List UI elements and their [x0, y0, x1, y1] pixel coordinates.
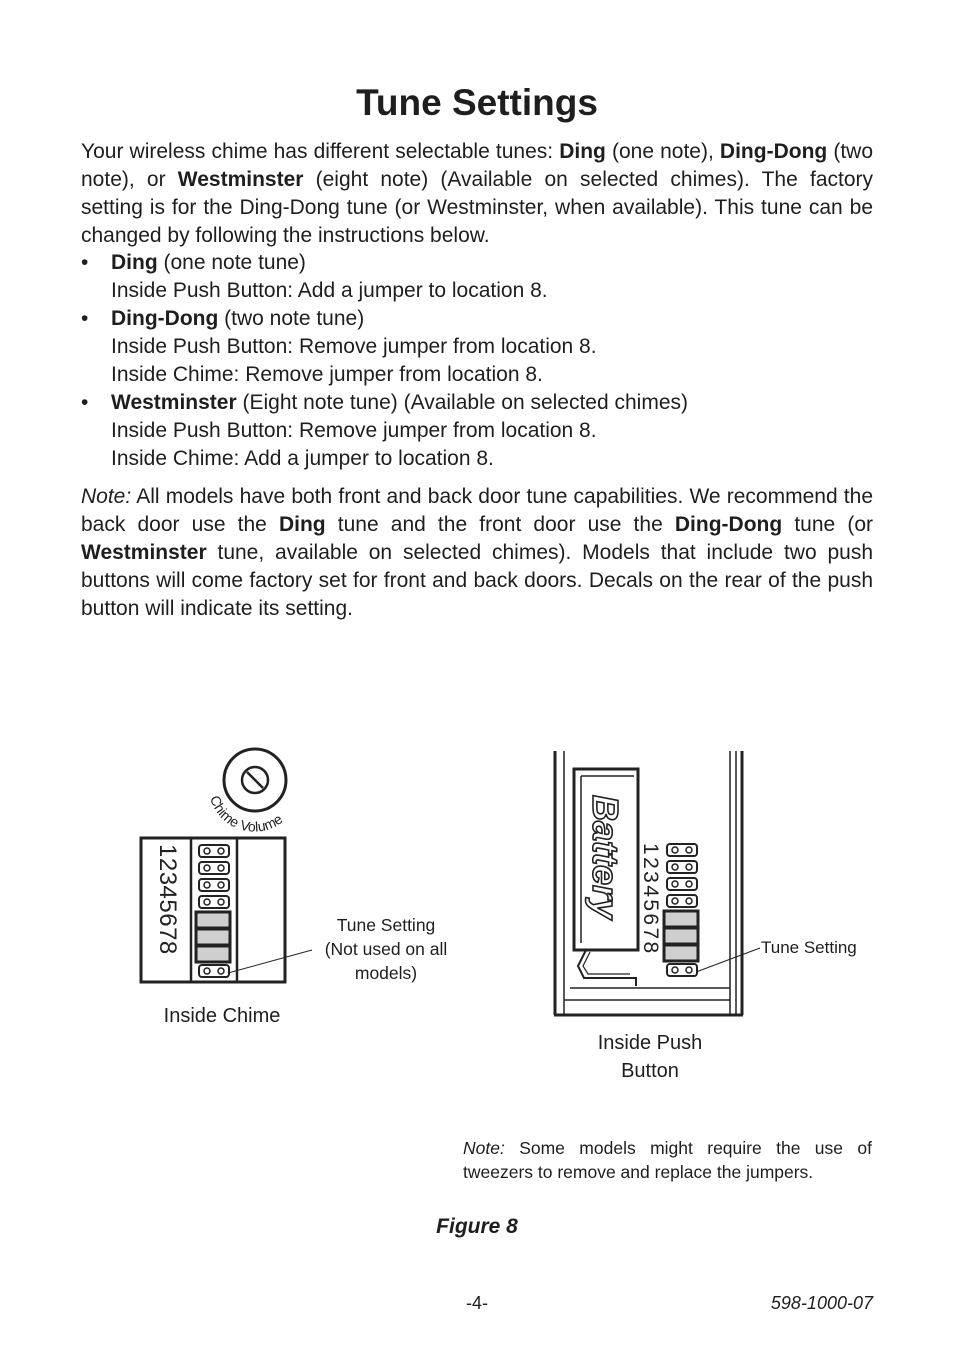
figure-caption: Figure 8 — [436, 1215, 518, 1238]
bullet-icon: • — [81, 251, 89, 274]
button-pin-1 — [667, 844, 697, 856]
chime-volume-label: Chime Volume — [206, 793, 286, 835]
tune-name: Ding-Dong — [111, 307, 219, 330]
button-pin-3 — [667, 878, 697, 890]
button-tune-setting-label: Tune Setting — [761, 938, 857, 957]
intro-text: (eight note) (Available on selected chimes). The factory setting is for the Ding-Dong tune (or Westminster, when available). This tune can be changed by following the instructions below. — [81, 168, 874, 247]
chime-pin-4 — [199, 896, 229, 908]
document-code: 598-1000-07 — [770, 1293, 873, 1313]
inside-chime-label: Inside Chime — [163, 1005, 281, 1027]
inside-push-button-diagram — [554, 751, 760, 1015]
tune-name-ding: Ding — [559, 140, 606, 163]
chime-jumper-7 — [196, 946, 230, 962]
tune-name-westminster: Westminster — [177, 168, 304, 191]
tune-desc: (Eight note tune) (Available on selected chimes) — [236, 391, 689, 414]
bullet-icon: • — [81, 391, 89, 414]
tweezer-note: Note: Some models might require the use of tweezers to remove and replace the jumpers. — [463, 1138, 872, 1182]
bullet-icon: • — [81, 307, 89, 330]
button-position-numbers: 12345678 — [639, 843, 662, 956]
chime-pin-2 — [199, 862, 229, 874]
instruction-line: Inside Push Button: Remove jumper from location 8. — [111, 419, 597, 442]
button-leader-line — [696, 948, 760, 972]
tune-desc: (one note tune) — [157, 251, 306, 274]
intro-text: (two note), or — [81, 140, 874, 191]
chime-pin-3 — [199, 879, 229, 891]
volume-knob-icon — [224, 749, 286, 811]
note-label: Note: — [81, 485, 132, 508]
intro-text: Your wireless chime has different selectable tunes: — [81, 140, 560, 163]
chime-pin-8 — [199, 965, 229, 977]
tune-name: Westminster — [111, 391, 237, 414]
button-pin-2 — [667, 861, 697, 873]
tune-name: Ding — [111, 251, 158, 274]
battery-label: Battery — [585, 795, 626, 920]
button-pin-4 — [667, 895, 697, 907]
tune-desc: (two note tune) — [218, 307, 365, 330]
chime-tune-setting-label: Tune Setting (Not used on all models) — [324, 915, 448, 983]
instruction-line: Inside Push Button: Add a jumper to location 8. — [111, 279, 548, 302]
chime-position-numbers: 12345678 — [154, 844, 181, 955]
page-number: -4- — [466, 1293, 488, 1313]
chime-pin-1 — [199, 845, 229, 857]
chime-jumper-5 — [196, 912, 230, 928]
instruction-line: Inside Push Button: Remove jumper from location 8. — [111, 335, 597, 358]
instruction-line: Inside Chime: Remove jumper from location 8. — [111, 363, 543, 386]
intro-text: (one note), — [605, 140, 720, 163]
page-title: Tune Settings — [356, 82, 598, 123]
button-jumper-6 — [664, 928, 698, 944]
inside-chime-diagram — [141, 749, 312, 982]
note-paragraph: Note: All models have both front and back door tune capabilities. We recommend the back door use the Ding tune and the front door use the Ding-Dong tune (or Westminster tune, available on selected chimes). Models that include two push buttons will come factory set for front and back doors. Decals on the rear of the push button will indicate its setting. — [81, 485, 873, 620]
battery-clip-icon — [578, 950, 636, 986]
instruction-line: Inside Chime: Add a jumper to location 8. — [111, 447, 494, 470]
button-pin-8 — [667, 964, 697, 976]
button-jumper-5 — [664, 911, 698, 927]
battery-icon — [574, 769, 638, 950]
chime-jumper-6 — [196, 929, 230, 945]
button-jumper-7 — [664, 945, 698, 961]
tune-name-dingdong: Ding-Dong — [719, 140, 828, 163]
inside-push-button-label: Inside Push Button — [597, 1032, 703, 1082]
